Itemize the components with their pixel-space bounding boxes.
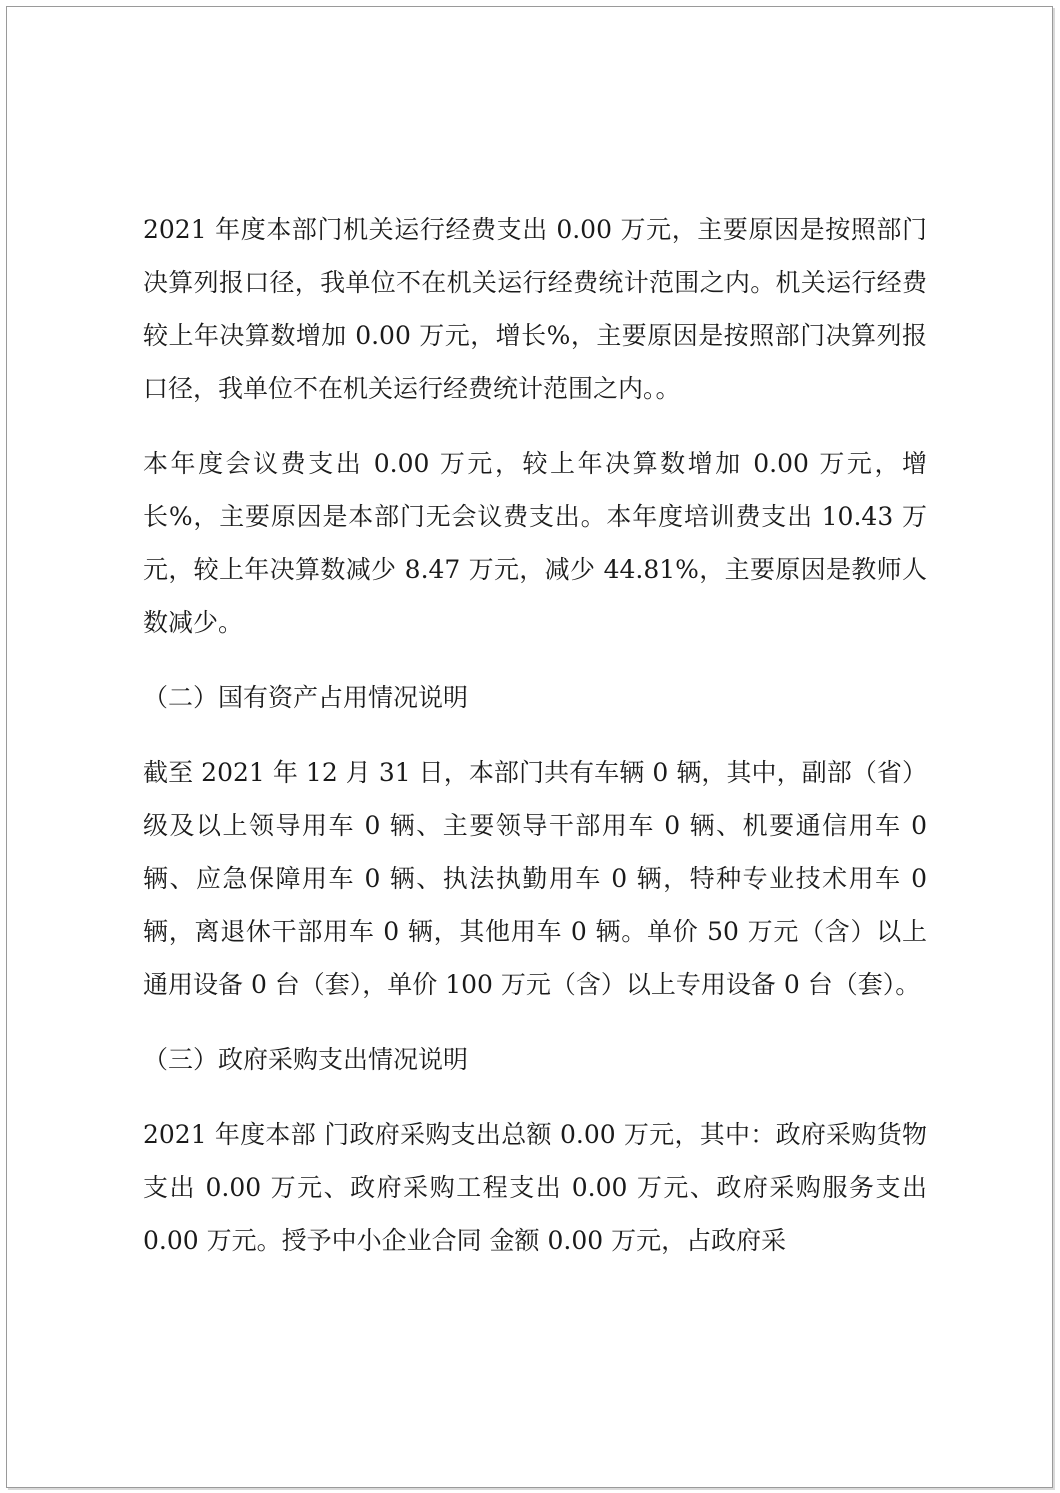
document-body: [143, 203, 927, 1289]
paragraph-government-procurement: 2021 年度本部 门政府采购支出总额 0.00 万元，其中：政府采购货物支出 0.00 万元、政府采购工程支出 0.00 万元、政府采购服务支出 0.00 万元。授予中小企业合同 金额 0.00 万元，占政府采: [143, 1120, 927, 1255]
section-heading-state-assets: （二）国有资产占用情况说明: [143, 683, 469, 712]
document-page: [6, 6, 1053, 1488]
paragraph-operating-expenses: 2021 年度本部门机关运行经费支出 0.00 万元，主要原因是按照部门决算列报口径，我单位不在机关运行经费统计范围之内。机关运行经费较上年决算数增加 0.00 万元，增长%，主要原因是按照部门决算列报口径，我单位不在机关运行经费统计范围之内。。: [143, 215, 927, 403]
paragraph-state-assets: 截至 2021 年 12 月 31 日，本部门共有车辆 0 辆，其中，副部（省）级及以上领导用车 0 辆、主要领导干部用车 0 辆、机要通信用车 0 辆、应急保障用车 0 辆、执法执勤用车 0 辆，特种专业技术用车 0 辆，离退休干部用车 0 辆，其他用车 0 辆。单价 50 万元（含）以上通用设备 0 台（套），单价 100 万元（含）以上专用设备 0 台（套）。: [143, 758, 927, 999]
paragraph-meeting-training-expenses: 本年度会议费支出 0.00 万元，较上年决算数增加 0.00 万元，增长%，主要原因是本部门无会议费支出。本年度培训费支出 10.43 万元，较上年决算数减少 8.47 万元，减少 44.81%，主要原因是教师人数减少。: [143, 449, 927, 637]
section-heading-government-procurement: （三）政府采购支出情况说明: [143, 1045, 469, 1074]
